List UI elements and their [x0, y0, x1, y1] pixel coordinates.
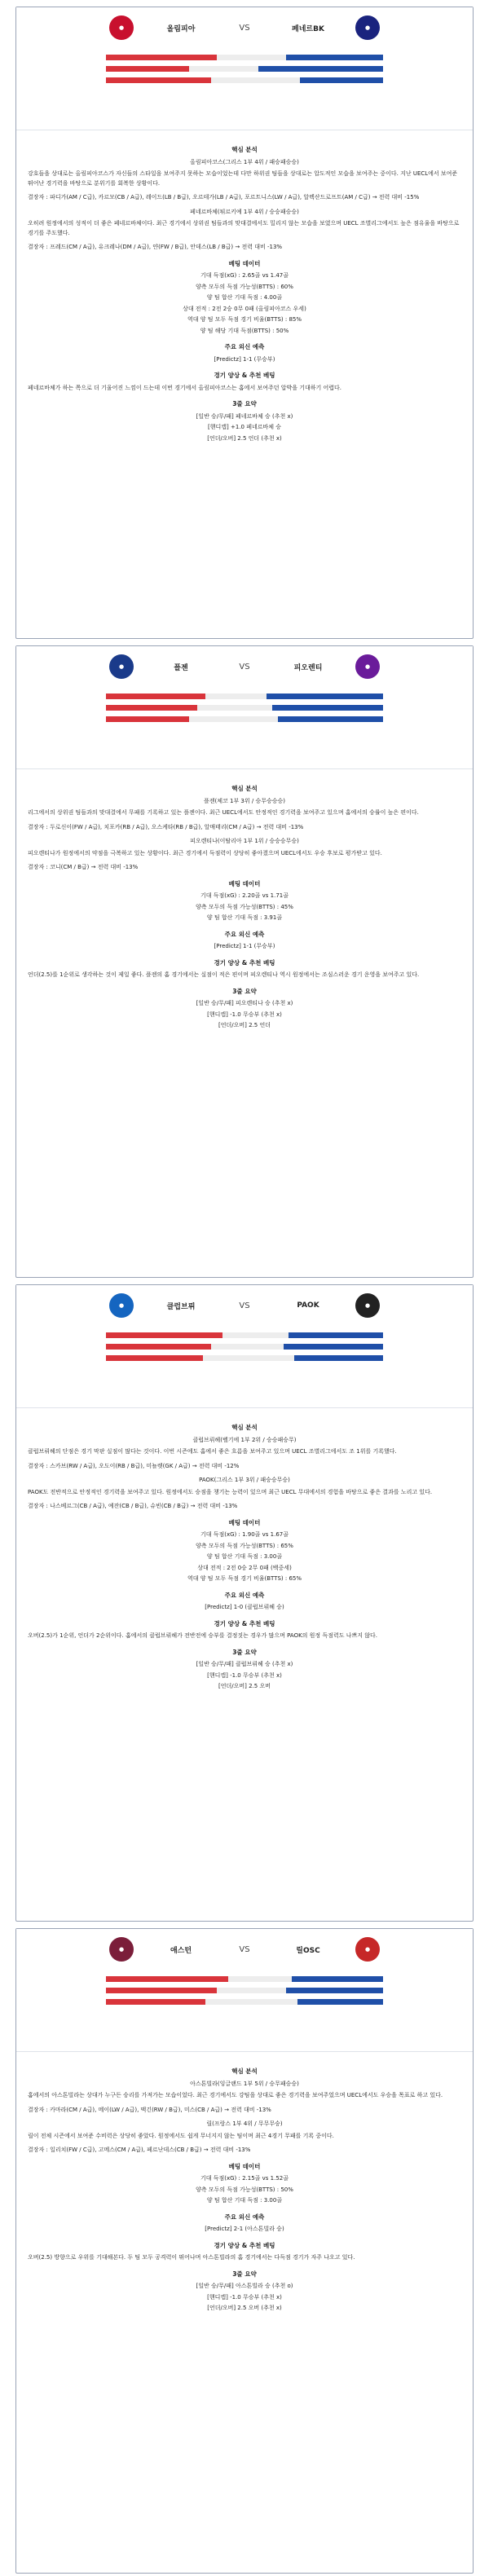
pick-line: [핸디캡] -1.0 무승부 (추천 x)	[207, 2293, 282, 2301]
pred-title: 주요 외신 예측	[224, 2213, 265, 2221]
team-summary: 올림피아코스(그리스 1부 4위 / 패승패승승)	[190, 158, 299, 165]
match-panel-2	[15, 645, 474, 1278]
vs-label: VS	[239, 1944, 250, 1954]
absentees: 결장자 : 카마라(CM / A급), 메이(LW / A급), 맥긴(RW / B급), 미스(CB / A급) → 전력 대비 -13%	[28, 2106, 271, 2113]
team-summary: PAOK(그리스 1부 3위 / 패승승무승)	[199, 1477, 290, 1483]
pick-line: [언더/오버] 2.5 오버	[218, 1683, 271, 1689]
stat-line: 역대 양 팀 모두 득점 경기 비율(BTTS) : 85%	[187, 316, 302, 323]
form-bars	[106, 692, 383, 723]
comment-title: 경기 양상 & 추천 베팅	[214, 2241, 275, 2249]
stat-line: 양측 모두의 득점 가능성(BTTS) : 65%	[196, 1542, 293, 1549]
team-summary: 플젠(체코 1부 3위 / 승무승승승)	[203, 797, 285, 804]
home-logo: ●	[109, 1937, 134, 1962]
stats-title: 베팅 데이터	[228, 1518, 261, 1526]
stat-line: 기대 득점(xG) : 2.15골 vs 1.52골	[200, 2175, 289, 2182]
stat-line: 기대 득점(xG) : 2.20골 vs 1.71골	[200, 892, 289, 899]
absentees: 결장자 : 프레드(CM / A급), 유크레나(DM / A급), 얀(FW / B급), 안데스(LB / B급) → 전력 대비 -13%	[28, 244, 283, 250]
picks-title: 3줄 요약	[232, 1648, 257, 1656]
section-title: 핵심 분석	[231, 2067, 258, 2075]
pick-line: [일반 승/무/패] 페네르바체 승 (추천 x)	[196, 412, 293, 420]
stat-line: 역대 양 팀 모두 득점 경기 비율(BTTS) : 65%	[187, 1575, 302, 1582]
picks-title: 3줄 요약	[232, 400, 257, 407]
stat-line: 양 팀 합산 기대 득점 : 3.00골	[206, 1553, 283, 1560]
stats-title: 베팅 데이터	[228, 879, 261, 887]
vs-label: VS	[239, 23, 250, 33]
away-name: 페네르BK	[292, 24, 324, 33]
stat-line: 양측 모두의 득점 가능성(BTTS) : 45%	[196, 903, 293, 910]
home-logo: ●	[109, 1293, 134, 1318]
form-bars	[106, 1331, 383, 1362]
pick-line: [언더/오버] 2.5 언더 (추천 x)	[207, 434, 282, 442]
home-logo: ●	[109, 654, 134, 679]
stat-line: 상대 전적 : 2전 0승 2무 0패 (백중세)	[197, 1564, 292, 1571]
analysis-text: 홈에서의 아스톤빌라는 상대가 누구든 승리를 가져가는 모습이었다. 최근 경기에서도 강팀을 상대로 좋은 경기력을 보여주었으며 UECL에서도 우승을 목표로 하고 있다.	[28, 2092, 443, 2098]
pred-title: 주요 외신 예측	[224, 1591, 265, 1599]
scoreboard	[16, 1285, 473, 1408]
pick-line: [언더/오버] 2.5 오버 (추천 x)	[207, 2305, 282, 2311]
analysis-text: 리그에서의 상위권 팀들과의 맞대결에서 무패를 기록하고 있는 플젠이다. 최근 UECL에서도 안정적인 경기력을 보여주고 있으며 홈에서의 승률이 높은 편이다.	[28, 809, 419, 816]
team-summary: 피오렌티나(이탈리아 1부 1위 / 승승승무승)	[190, 838, 299, 844]
scoreboard	[16, 7, 473, 130]
absentees: 결장자 : 코니(CM / B급) → 전력 대비 -13%	[28, 864, 139, 870]
analysis-text: 릴이 전체 시즌에서 보여준 수비력은 상당히 좋았다. 원정에서도 쉽게 무너지지 않는 팀이며 최근 4경기 무패를 기록 중이다.	[28, 2132, 334, 2139]
form-bars	[106, 1975, 383, 2006]
home-name: 애스턴	[170, 1946, 192, 1955]
stat-line: 양 팀 합산 기대 득점 : 3.00골	[206, 2197, 283, 2204]
pick-line: [일반 승/무/패] 피오렌티나 승 (추천 x)	[196, 1000, 293, 1006]
match-panel-3	[15, 1284, 474, 1922]
away-name: 릴OSC	[296, 1946, 320, 1955]
pick-line: [핸디캡] +1.0 페네르바체 승	[208, 424, 281, 430]
match-panel-4	[15, 1928, 474, 2574]
prediction: [Predictz] 1-1 (무승부)	[214, 943, 275, 949]
prediction: [Predictz] 1-1 (무승부)	[214, 355, 275, 363]
comment-text: 페네르바체가 하는 쪽으로 더 기울어진 느낌이 드는데 이번 경기에서 올림피아코스는 홈에서 보여주던 압박을 기대하기 어렵다.	[28, 384, 341, 391]
comment-title: 경기 양상 & 추천 베팅	[214, 372, 275, 379]
team-summary: 아스톤빌라(잉글랜드 1부 5위 / 승무패승승)	[190, 2080, 299, 2087]
pred-title: 주요 외신 예측	[224, 343, 265, 350]
pick-line: [언더/오버] 2.5 언더	[218, 1022, 271, 1028]
away-name: 피오렌티	[293, 663, 323, 672]
stats-title: 베팅 데이터	[228, 259, 261, 267]
picks-title: 3줄 요약	[232, 2270, 257, 2278]
absentees: 결장자 : 스카브(RW / A급), 오도이(RB / B급), 미뇰렛(GK / A급) → 전력 대비 -12%	[28, 1462, 240, 1469]
comment-text: 오버(2.5)가 1순위, 언더가 2순위이다. 홈에서의 클럽브뤼헤가 전반전에 승부를 결정짓는 경우가 많으며 PAOK의 원정 득점력도 나쁘지 않다.	[28, 1632, 377, 1639]
match-panel-1	[15, 7, 474, 639]
analysis-text: 피오렌티나가 원정에서의 약점을 극복하고 있는 상황이다. 최근 경기에서 득점력이 상당히 좋아졌으며 UECL에서도 우승 후보로 평가받고 있다.	[28, 849, 382, 856]
pick-line: [일반 승/무/패] 아스톤빌라 승 (추천 o)	[196, 2283, 293, 2289]
pick-line: [핸디캡] -1.0 무승부 (추천 x)	[207, 1671, 282, 1679]
away-logo: ●	[355, 1937, 380, 1962]
away-logo: ●	[355, 1293, 380, 1318]
away-logo: ●	[355, 15, 380, 40]
comment-title: 경기 양상 & 추천 베팅	[214, 958, 275, 967]
vs-label: VS	[239, 662, 250, 672]
stat-line: 양측 모두의 득점 가능성(BTTS) : 60%	[196, 283, 293, 290]
stat-line: 상대 전적 : 2전 2승 0무 0패 (올림피아코스 우세)	[183, 305, 306, 312]
stat-line: 기대 득점(xG) : 2.65골 vs 1.47골	[200, 272, 289, 279]
analysis-text: 강호들을 상대로는 올림피아코스가 자신들의 스타일을 보여주지 못하는 모습이었는데 다만 하위권 팀들을 상대로는 압도적인 모습을 보여주는 중이다. 지난 UECL에서 보여준 뛰어난 경기력을 바탕으로 분위기를 회복한 상황이다.	[28, 170, 458, 187]
absentees: 결장자 : 일리치(FW / C급), 고메스(CM / A급), 페르난데스(CB / B급) → 전력 대비 -13%	[28, 2147, 251, 2153]
section-title: 핵심 분석	[231, 146, 258, 153]
picks-title: 3줄 요약	[232, 987, 257, 995]
absentees: 결장자 : 두로신이(FW / A급), 치포카(RB / A급), 오스케타(RB / B급), 알매태리(CM / A급) → 전력 대비 -13%	[28, 823, 304, 830]
comment-text: 언더(2.5)를 1순위로 생각하는 것이 제일 좋다. 플젠의 홈 경기에서는 실점이 적은 편이며 피오렌티나 역시 원정에서는 조심스러운 경기 운영을 보여주고 있다.	[28, 971, 420, 978]
pick-line: [핸디캡] -1.0 무승부 (추천 x)	[207, 1011, 282, 1018]
stat-line: 양 팀 해당 기대 득점(BTTS) : 50%	[200, 327, 289, 334]
absentees: 결장자 : 파디가(AM / C급), 카르모(CB / A급), 레이드(LB / B급), 오르테가(LB / A급), 포르트니스(LW / A급), 알렉산드로프트(AM / C급) → 전력 대비 -15%	[28, 194, 420, 200]
away-name: PAOK	[297, 1301, 319, 1310]
stat-line: 양 팀 합산 기대 득점 : 3.91골	[206, 914, 283, 921]
section-title: 핵심 분석	[231, 1424, 258, 1431]
scoreboard	[16, 1929, 473, 2052]
section-title: 핵심 분석	[231, 785, 258, 792]
comment-text: 오버(2.5) 방향으로 우위를 기대해본다. 두 팀 모두 공격력이 뛰어나며 아스톤빌라의 홈 경기에서는 다득점 경기가 자주 나오고 있다.	[28, 2254, 355, 2261]
stat-line: 기대 득점(xG) : 1.90골 vs 1.67골	[200, 1531, 289, 1538]
comment-title: 경기 양상 & 추천 베팅	[214, 1619, 275, 1627]
team-summary: 클럽브뤼헤(벨기에 1부 2위 / 승승패승무)	[192, 1436, 297, 1443]
vs-label: VS	[239, 1301, 250, 1310]
analysis-text: PAOK도 전반적으로 안정적인 경기력을 보여주고 있다. 원정에서도 승점을 챙기는 능력이 있으며 최근 UECL 무대에서의 경험을 바탕으로 좋은 결과를 노리고 있다.	[28, 1488, 433, 1495]
stat-line: 양측 모두의 득점 가능성(BTTS) : 50%	[196, 2186, 293, 2193]
form-bars	[106, 53, 383, 84]
home-name: 플젠	[174, 663, 188, 672]
home-name: 클럽브뤼	[166, 1302, 196, 1311]
stat-line: 양 팀 합산 기대 득점 : 4.00골	[206, 294, 283, 301]
stats-title: 베팅 데이터	[228, 2162, 261, 2170]
home-name: 올림피아	[166, 24, 196, 33]
away-logo: ●	[355, 654, 380, 679]
team-summary: 릴(프랑스 1부 4위 / 무무무승)	[206, 2120, 283, 2127]
prediction: [Predictz] 2-1 (아스톤빌라 승)	[205, 2226, 284, 2232]
pick-line: [일반 승/무/패] 클럽브뤼헤 승 (추천 x)	[196, 1661, 293, 1667]
team-summary: 페네르바체(튀르키예 1부 4위 / 승승패승승)	[190, 208, 299, 215]
analysis-text: 오히려 원정에서의 성적이 더 좋은 페네르바체이다. 최근 경기에서 상위권 팀들과의 맞대결에서도 밀리지 않는 모습을 보였으며 UECL 조별리그에서도 높은 점유율을 바탕으로 경기를 주도했다.	[28, 220, 460, 236]
home-logo: ●	[109, 15, 134, 40]
analysis-text: 클럽브뤼헤의 단점은 경기 막판 실점이 많다는 것이다. 이번 시즌에도 홈에서 좋은 흐름을 보여주고 있으며 UECL 조별리그에서도 조 1위를 기록했다.	[28, 1448, 397, 1455]
scoreboard	[16, 646, 473, 769]
prediction: [Predictz] 1-0 (클럽브뤼헤 승)	[205, 1604, 284, 1610]
absentees: 결장자 : 나스베르그(CB / A급), 예잔(CB / B급), 슈빈(CB / B급) → 전력 대비 -13%	[28, 1503, 238, 1509]
pred-title: 주요 외신 예측	[224, 930, 265, 938]
